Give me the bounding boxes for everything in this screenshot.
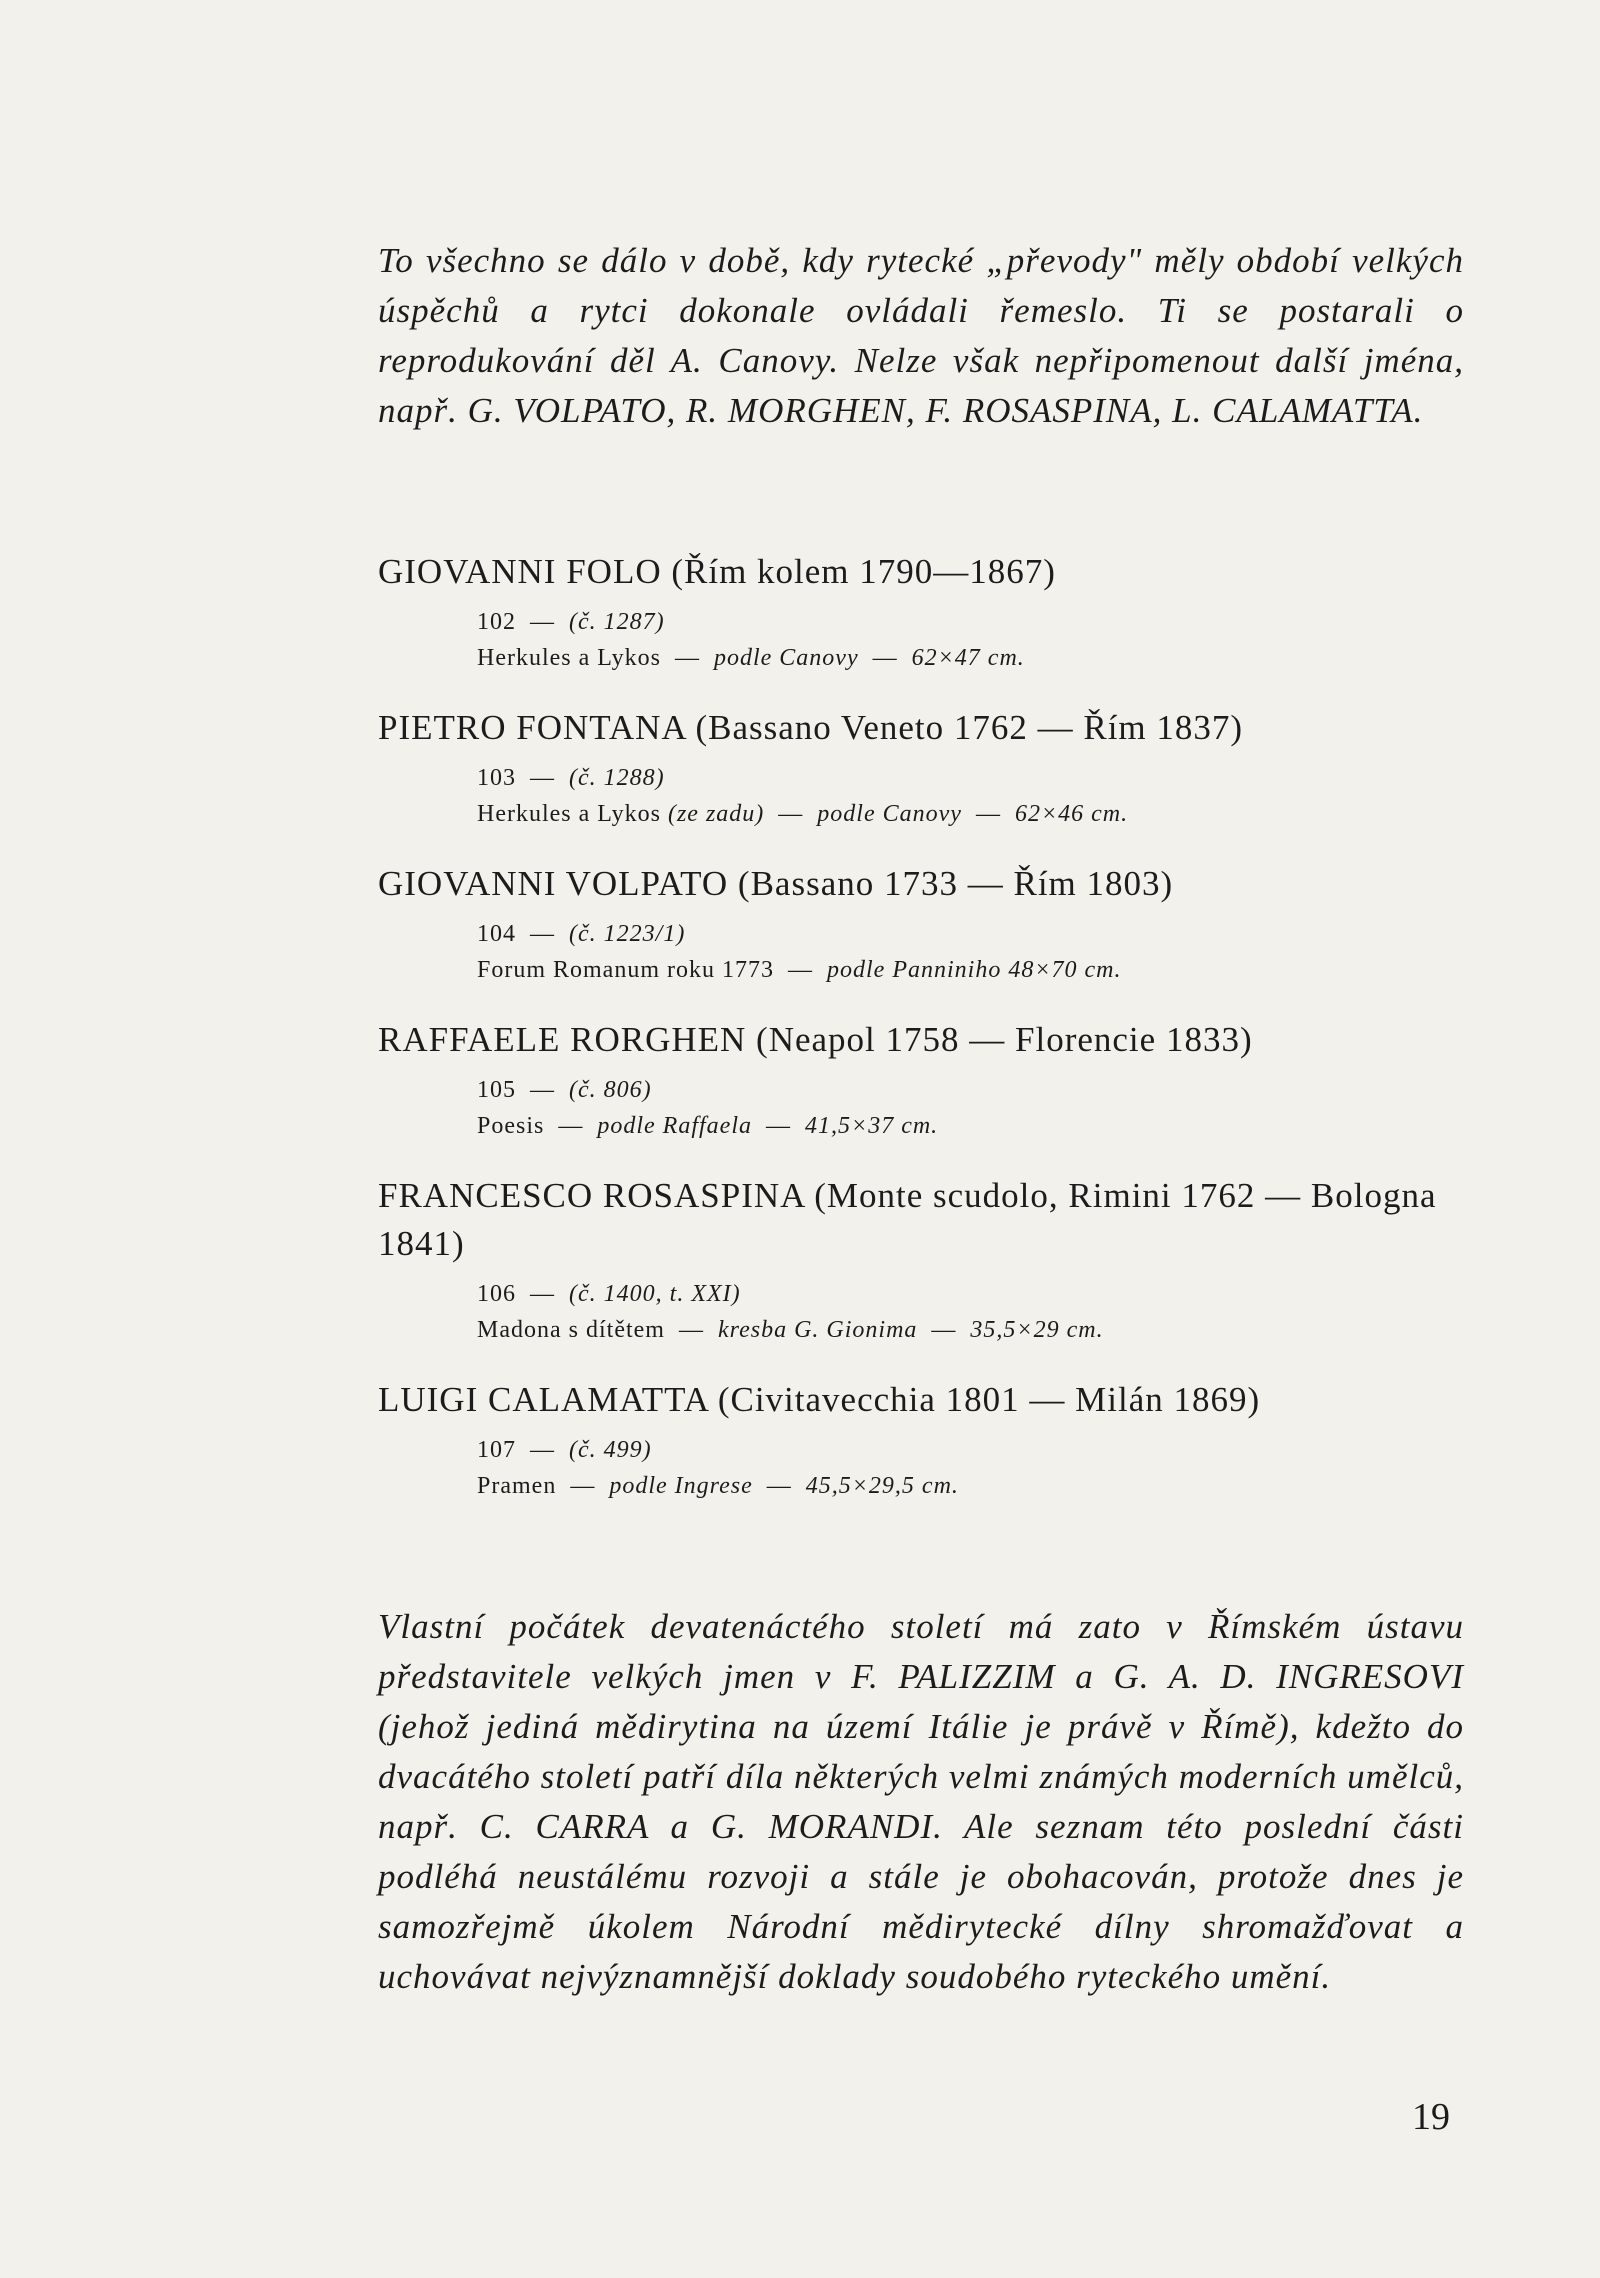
inventory-ref: (č. 1287): [569, 609, 665, 635]
artist-heading: PIETRO FONTANA (Bassano Veneto 1762 — Řím 1837): [378, 708, 1244, 747]
inventory-ref: (č. 1400, t. XXI): [569, 1281, 741, 1307]
work-source: podle Raffaela: [597, 1113, 752, 1139]
work-source: podle Canovy: [817, 801, 962, 827]
work-title: Madona s dítětem: [477, 1317, 665, 1343]
work-size: 62×46 cm.: [1014, 801, 1129, 827]
entry-number: 107: [477, 1437, 516, 1463]
artist-heading: LUIGI CALAMATTA (Civitavecchia 1801 — Milán 1869): [378, 1380, 1261, 1419]
work-title: Forum Romanum roku 1773: [477, 957, 774, 983]
work-title: Pramen: [477, 1473, 557, 1499]
catalog-entry: [378, 548, 1478, 676]
work-title: Poesis: [477, 1113, 545, 1139]
catalog-entry: [378, 1172, 1478, 1348]
work-source: podle Ingrese: [609, 1473, 753, 1499]
catalog-entry: [378, 704, 1478, 832]
catalog-entry: [378, 1376, 1478, 1504]
work-title-note: (ze zadu): [667, 801, 765, 827]
artist-heading: FRANCESCO ROSASPINA (Monte scudolo, Rimini 1762 — Bologna 1841): [378, 1176, 1437, 1263]
page-number: 19: [1412, 2096, 1450, 2138]
entry-number-line: 106 — (č. 1400, t. XXI): [477, 1281, 741, 1307]
work-source: kresba G. Gionima: [717, 1317, 918, 1343]
entry-title-line: Forum Romanum roku 1773 — podle Panniniho 48×70 cm.: [477, 957, 1122, 983]
entry-title-line: Herkules a Lykos — podle Canovy — 62×47 cm.: [477, 645, 1025, 671]
entry-title-line: Madona s dítětem — kresba G. Gionima — 35,5×29 cm.: [477, 1317, 1104, 1343]
work-size: 35,5×29 cm.: [970, 1317, 1104, 1343]
catalog-entry: [378, 1016, 1478, 1144]
entry-number: 102: [477, 609, 516, 635]
work-title: Herkules a Lykos: [477, 801, 661, 827]
catalog-entry: [378, 860, 1478, 988]
entry-number-line: 102 — (č. 1287): [477, 609, 665, 635]
work-title: Herkules a Lykos: [477, 645, 661, 671]
work-source: podle Panniniho: [827, 957, 1002, 983]
entry-number-line: 104 — (č. 1223/1): [477, 921, 686, 947]
entry-number: 103: [477, 765, 516, 791]
inventory-ref: (č. 1288): [569, 765, 665, 791]
entry-title-line: Pramen — podle Ingrese — 45,5×29,5 cm.: [477, 1473, 959, 1499]
inventory-ref: (č. 499): [569, 1437, 652, 1463]
entry-title-line: Poesis — podle Raffaela — 41,5×37 cm.: [477, 1113, 939, 1139]
artist-heading: GIOVANNI VOLPATO (Bassano 1733 — Řím 1803): [378, 864, 1174, 903]
artist-heading: GIOVANNI FOLO (Řím kolem 1790—1867): [378, 552, 1056, 591]
closing-paragraph: Vlastní počátek devatenáctého století má zato v Římském ústavu představitele velkých jmen v F. PALIZZIM a G. A. D. INGRESOVI (jehož jediná mědirytina na území Itálie je právě v Římě), kdežto do dvacátého století patří díla některých velmi známých moderních umělců, např. C. CARRA a G. MORANDI. Ale seznam této poslední části podléhá neustálému rozvoji a stále je obohacován, protože dnes je samozřejmě úkolem Národní mědirytecké dílny shromažďovat a uchovávat nejvýznamnější doklady soudobého ryteckého umění.: [378, 1607, 1464, 1996]
entry-number: 106: [477, 1281, 516, 1307]
inventory-ref: (č. 1223/1): [569, 921, 686, 947]
inventory-ref: (č. 806): [569, 1077, 652, 1103]
work-source: podle Canovy: [713, 645, 859, 671]
work-size: 62×47 cm.: [911, 645, 1025, 671]
entry-title-line: Herkules a Lykos (ze zadu) — podle Canovy — 62×46 cm.: [477, 801, 1129, 827]
artist-heading: RAFFAELE RORGHEN (Neapol 1758 — Florencie 1833): [378, 1020, 1253, 1059]
entry-number: 104: [477, 921, 516, 947]
work-size: 48×70 cm.: [1008, 957, 1122, 983]
work-size: 41,5×37 cm.: [805, 1113, 939, 1139]
entry-number-line: 105 — (č. 806): [477, 1077, 652, 1103]
catalog-list: [378, 548, 1478, 1532]
work-size: 45,5×29,5 cm.: [805, 1473, 959, 1499]
entry-number-line: 103 — (č. 1288): [477, 765, 665, 791]
intro-paragraph: To všechno se dálo v době, kdy rytecké „převody" měly období velkých úspěchů a rytci dokonale ovládali řemeslo. Ti se postarali o reprodukování děl A. Canovy. Nelze však nepřipomenout další jména, např. G. VOLPATO, R. MORGHEN, F. ROSASPINA, L. CALAMATTA.: [378, 241, 1464, 430]
entry-number: 105: [477, 1077, 516, 1103]
entry-number-line: 107 — (č. 499): [477, 1437, 652, 1463]
